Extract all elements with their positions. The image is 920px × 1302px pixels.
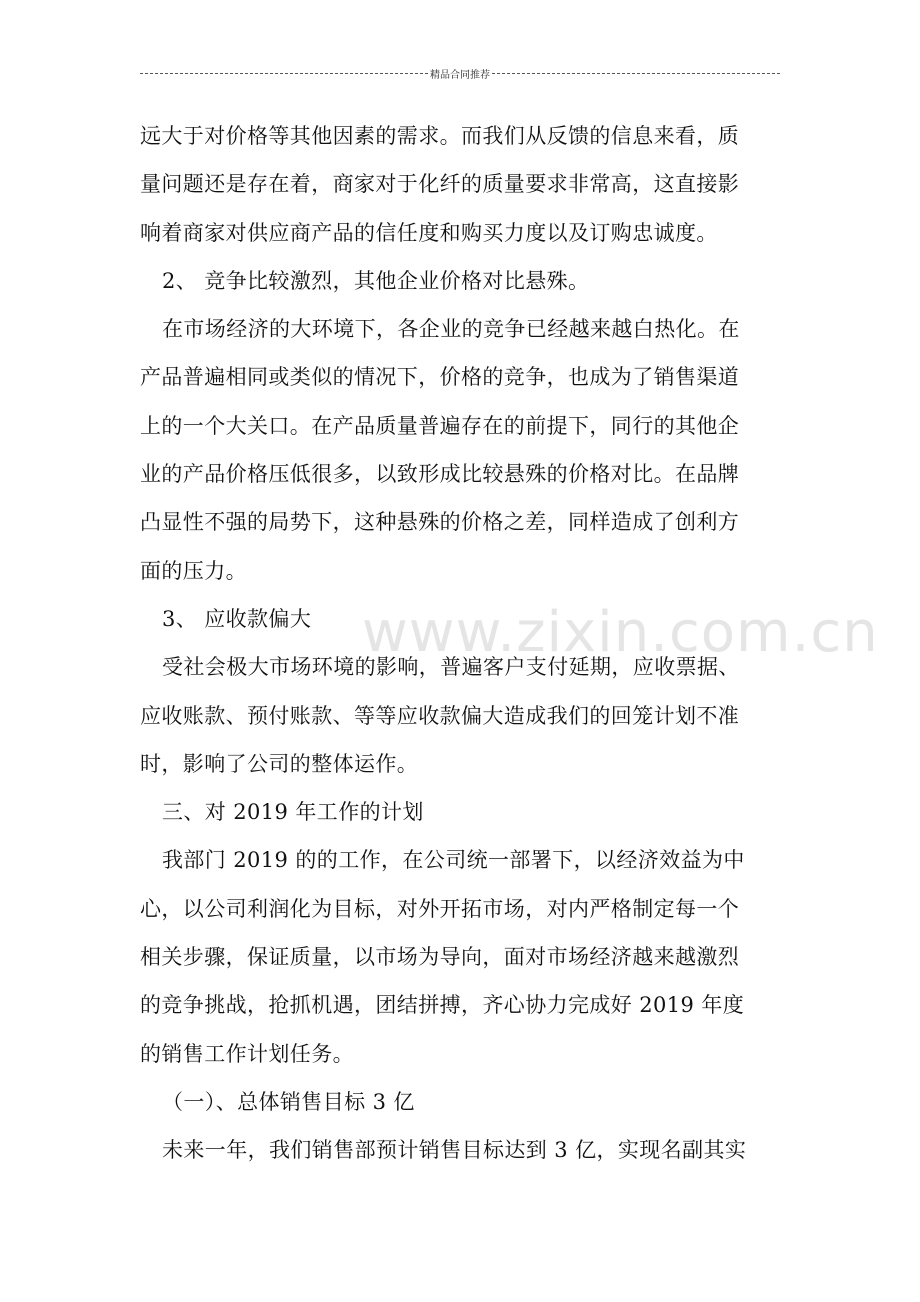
document-body [140,112,782,1175]
text-line: 在市场经济的大环境下，各企业的竞争已经越来越白热化。在 [162,317,740,342]
text-line: 3、 应收款偏大 [162,606,312,631]
text-line: 面的压力。 [140,558,247,583]
text-line: 业的产品价格压低很多，以致形成比较悬殊的价格对比。在品牌 [140,462,740,487]
header-divider-right [492,73,780,74]
text-line: 远大于对价格等其他因素的需求。而我们从反馈的信息来看，质 [140,124,740,148]
text-line: 受社会极大市场环境的影响，普遍客户支付延期，应收票据、 [162,655,740,680]
text-line: 产品普遍相同或类似的情况下，价格的竞争，也成为了销售渠道 [140,365,740,390]
text-line: 心，以公司利润化为目标，对外开拓市场，对内严格制定每一个 [140,896,740,921]
text-line: 量问题还是存在着，商家对于化纤的质量要求非常高，这直接影 [140,172,740,197]
text-line: 的销售工作计划任务。 [140,1041,354,1066]
header-label: 精品合同推荐 [430,70,490,81]
text-line: 未来一年，我们销售部预计销售目标达到 3 亿，实现名副其实 [162,1138,747,1163]
text-line: 时，影响了公司的整体运作。 [140,751,419,776]
text-line: 响着商家对供应商产品的信任度和购买力度以及订购忠诚度。 [140,220,718,245]
text-line: 三、对 2019 年工作的计划 [162,800,424,825]
header-divider-left [140,73,428,74]
page-header [140,66,780,81]
text-line: 的竞争挑战，抢抓机遇，团结拼搏，齐心协力完成好 2019 年度 [140,993,745,1018]
text-line: 我部门 2019 的的工作，在公司统一部署下，以经济效益为中 [162,848,745,873]
text-line: 2、 竞争比较激烈，其他企业价格对比悬殊。 [162,268,590,293]
text-line: 凸显性不强的局势下，这种悬殊的价格之差，同样造成了创利方 [140,510,740,535]
text-line: 相关步骤，保证质量，以市场为导向，面对市场经济越来越激烈 [140,945,740,970]
text-line: （一）、总体销售目标 3 亿 [162,1089,415,1114]
watermark: www.zixin.com.cn [362,600,879,665]
text-line: 应收账款、预付账款、等等应收款偏大造成我们的回笼计划不准 [140,703,740,728]
text-line: 上的一个大关口。在产品质量普遍存在的前提下，同行的其他企 [140,413,740,438]
